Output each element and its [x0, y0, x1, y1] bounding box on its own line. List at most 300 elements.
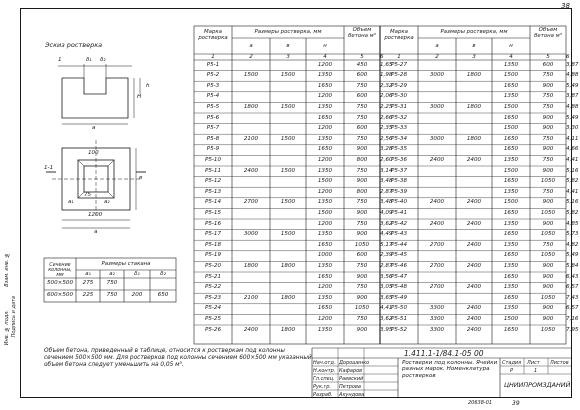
left-cell: 2,25: [380, 104, 393, 110]
right-cell: Р5-44: [390, 241, 408, 248]
right-cell: 1650: [503, 231, 519, 238]
left-cell: 4,09: [380, 210, 393, 216]
left-cell: 3000: [243, 231, 259, 238]
left-cell: 1500: [280, 231, 296, 238]
staff-role: Нач.отд.: [313, 360, 336, 366]
right-cell: 900: [542, 199, 554, 206]
right-cell: 900: [542, 284, 554, 291]
right-cell: 4,41: [566, 188, 579, 195]
header-number: 6: [566, 54, 570, 60]
left-cell: Р5-2: [206, 72, 220, 79]
right-cell: 3,87: [566, 61, 579, 68]
left-cell: 1800: [243, 104, 259, 110]
right-cell: Р5-35: [390, 146, 408, 153]
volume-note: Объем бетона, приведенный в таблице, относится к ростверкам под колонны сечением 500×500 мм. Для ростверков под колонны сечением 600×500 мм указанный объем бетона следует уменьшить на 0,05 м³.: [44, 348, 312, 369]
left-cell: 2100: [243, 135, 259, 142]
sheet-label: Лист: [527, 360, 540, 366]
left-cell: Р5-9: [206, 146, 220, 153]
right-cell: 5,73: [566, 231, 579, 238]
right-cell: 1800: [466, 135, 482, 142]
left-cell: 3,48: [380, 178, 393, 185]
right-cell: 900: [542, 114, 554, 121]
left-cell: Р5-21: [204, 273, 222, 280]
left-cell: 1200: [317, 93, 333, 100]
staff-name: Ахундова: [339, 392, 365, 398]
small-cell: 225: [82, 292, 94, 298]
right-cell: 5,49: [566, 252, 579, 259]
right-cell: 2400: [429, 157, 445, 163]
hdr-h-right: н: [509, 43, 513, 49]
right-cell: 1050: [540, 294, 556, 301]
right-cell: 6,57: [566, 305, 579, 312]
left-cell: 1650: [317, 146, 333, 153]
right-cell: 2400: [466, 199, 482, 206]
right-cell: 7,16: [566, 316, 579, 322]
left-cell: Р5-4: [206, 93, 220, 100]
small-cell: 650: [157, 292, 169, 298]
left-cell: 900: [356, 273, 368, 280]
right-cell: 1800: [466, 72, 482, 79]
left-cell: Р5-13: [204, 188, 222, 195]
left-cell: 1350: [317, 167, 333, 174]
left-cell: 1650: [317, 82, 333, 89]
right-cell: 2400: [466, 326, 482, 333]
right-cell: Р5-32: [390, 114, 408, 121]
left-cell: 750: [356, 284, 368, 291]
left-cell: 1500: [280, 135, 296, 142]
right-cell: Р5-28: [390, 72, 408, 79]
side-stamp-inv: Инв. № подл.: [4, 310, 10, 346]
right-cell: 5,84: [566, 263, 579, 269]
left-cell: Р5-22: [204, 284, 222, 291]
left-cell: 1500: [280, 104, 296, 110]
left-cell: 4,49: [380, 231, 393, 238]
left-cell: Р5-24: [204, 305, 222, 312]
left-cell: Р5-10: [204, 157, 222, 163]
left-cell: Р5-3: [206, 82, 220, 89]
left-cell: 1350: [317, 231, 333, 238]
left-cell: 1200: [317, 316, 333, 322]
hdr-vol-right: Объем бетона м³: [534, 27, 562, 39]
right-cell: Р5-51: [390, 316, 408, 322]
hdr-h-left: н: [323, 43, 327, 49]
right-cell: 1650: [503, 146, 519, 153]
left-cell: Р5-17: [204, 231, 222, 238]
right-cell: 5,82: [566, 178, 579, 185]
small-row-section: 600×500: [46, 292, 74, 298]
stage-value: Р: [510, 368, 514, 374]
left-cell: 450: [356, 61, 368, 68]
doc-subtitle: Ростверки под колонны. Ячейки разных марок. Номенклатура ростверков: [402, 360, 498, 379]
right-cell: 900: [542, 316, 554, 322]
right-cell: 1350: [503, 284, 519, 291]
left-cell: 1050: [354, 305, 370, 312]
header-number: 3: [286, 54, 290, 60]
left-cell: 1650: [317, 305, 333, 312]
left-cell: 900: [356, 326, 368, 333]
right-cell: 3300: [429, 326, 445, 333]
left-cell: 2,87: [380, 263, 393, 269]
left-cell: 900: [356, 146, 368, 153]
right-cell: 1500: [503, 167, 519, 174]
right-cell: 1350: [503, 241, 519, 248]
header-number: 5: [546, 54, 550, 60]
left-cell: 1350: [317, 104, 333, 110]
left-cell: 2,35: [380, 125, 393, 132]
hdr-mark-left: Марка ростверка: [198, 29, 228, 41]
right-cell: Р5-50: [390, 305, 408, 312]
right-cell: 900: [542, 146, 554, 153]
left-cell: 2400: [243, 167, 259, 174]
right-cell: 1650: [503, 135, 519, 142]
right-cell: 1350: [503, 157, 519, 163]
left-cell: 5,17: [380, 241, 393, 248]
left-cell: 750: [356, 263, 368, 269]
right-cell: 4,41: [566, 157, 579, 163]
left-cell: 900: [356, 210, 368, 216]
right-cell: 1650: [503, 252, 519, 259]
left-cell: 2,32: [380, 82, 393, 89]
left-cell: 1500: [280, 167, 296, 174]
right-cell: 1650: [503, 273, 519, 280]
doc-code: 1.411.1-1/84.1-05 00: [404, 349, 484, 358]
small-cell: 275: [82, 280, 94, 286]
right-cell: 1650: [503, 114, 519, 121]
right-cell: 750: [542, 104, 554, 110]
right-cell: 7,95: [566, 326, 579, 333]
left-cell: 1,98: [380, 72, 393, 79]
right-cell: 750: [542, 135, 554, 142]
left-cell: 800: [356, 157, 368, 163]
left-cell: 3,95: [380, 326, 393, 333]
right-cell: 2400: [466, 284, 482, 291]
left-cell: 2,56: [380, 135, 393, 142]
left-cell: 2,66: [380, 114, 393, 121]
right-cell: 2400: [466, 316, 482, 322]
left-cell: 1200: [317, 188, 333, 195]
left-cell: 750: [356, 114, 368, 121]
right-cell: Р5-45: [390, 252, 408, 259]
left-cell: 2,06: [380, 93, 393, 100]
right-cell: 2400: [466, 220, 482, 227]
right-cell: 3,87: [566, 93, 579, 100]
left-cell: 600: [356, 93, 368, 100]
small-hdr-section: Сечение колонны, мм: [48, 263, 72, 279]
right-cell: 1050: [540, 252, 556, 259]
right-cell: Р5-41: [390, 210, 408, 216]
header-number: 2: [249, 54, 253, 60]
page-number: 38: [561, 2, 570, 10]
left-cell: Р5-1: [206, 61, 220, 68]
hdr-dims-left: Размеры ростверка, мм: [254, 29, 322, 35]
hdr-dims-right: Размеры ростверка, мм: [440, 29, 508, 35]
small-cell: 750: [106, 280, 118, 286]
sketch-dim1200: 1200: [88, 212, 103, 218]
left-cell: 1350: [317, 263, 333, 269]
right-cell: 6,43: [566, 273, 579, 280]
sketch-d1: δ₁: [86, 57, 92, 63]
left-cell: 1500: [243, 72, 259, 79]
right-cell: Р5-36: [390, 157, 408, 163]
right-cell: 4,88: [566, 104, 579, 110]
left-cell: 1500: [317, 210, 333, 216]
staff-role: Рук.гр.: [313, 384, 331, 390]
right-cell: 6,57: [566, 284, 579, 291]
side-stamp-replace: Взам. инв. №: [4, 252, 10, 287]
right-cell: 750: [542, 241, 554, 248]
left-cell: 900: [356, 178, 368, 185]
right-cell: 1350: [503, 305, 519, 312]
right-cell: 900: [542, 125, 554, 132]
right-cell: 2400: [429, 220, 445, 227]
left-cell: Р5-14: [204, 199, 222, 206]
sketch-b: в: [139, 175, 143, 181]
right-cell: Р5-37: [390, 167, 408, 174]
right-cell: 1650: [503, 326, 519, 333]
sketch-H: Н: [137, 94, 142, 100]
left-cell: 3,28: [380, 146, 393, 153]
left-cell: 1350: [317, 135, 333, 142]
sketch-h: h: [146, 83, 150, 89]
right-cell: Р5-52: [390, 326, 408, 333]
right-cell: 1500: [503, 72, 519, 79]
right-cell: 900: [542, 220, 554, 227]
right-cell: Р5-27: [390, 61, 408, 68]
header-number: 5: [360, 54, 364, 60]
left-cell: 1200: [317, 220, 333, 227]
left-cell: Р5-16: [204, 220, 222, 227]
left-cell: Р5-19: [204, 252, 222, 259]
left-cell: Р5-7: [206, 125, 220, 132]
right-cell: Р5-31: [390, 104, 408, 110]
right-cell: 2400: [466, 241, 482, 248]
left-cell: 750: [356, 135, 368, 142]
right-cell: 1650: [503, 210, 519, 216]
right-cell: 1500: [503, 125, 519, 132]
left-cell: 1650: [317, 114, 333, 121]
small-col-header: а₂: [109, 271, 115, 277]
left-cell: 2700: [243, 199, 259, 206]
staff-role: Н.контр.: [313, 368, 336, 374]
right-cell: 900: [542, 167, 554, 174]
left-cell: 600: [356, 72, 368, 79]
left-cell: 1200: [317, 125, 333, 132]
left-cell: 2400: [243, 326, 259, 333]
left-cell: 750: [356, 220, 368, 227]
left-cell: Р5-12: [204, 178, 222, 185]
right-cell: 2400: [466, 305, 482, 312]
left-cell: 3,56: [380, 273, 393, 280]
sheets-label: Листов: [550, 360, 569, 366]
right-cell: 1650: [503, 178, 519, 185]
sketch-dim100: 100: [88, 150, 99, 156]
right-cell: 3300: [429, 316, 445, 322]
left-cell: 600: [356, 125, 368, 132]
right-cell: 1500: [503, 199, 519, 206]
right-cell: Р5-42: [390, 220, 408, 227]
organization: ЦНИИПРОМЗДАНИЙ: [504, 381, 571, 389]
right-cell: 5,49: [566, 82, 579, 89]
left-cell: 3,62: [380, 316, 393, 322]
hdr-mark-right: Марка ростверка: [384, 29, 414, 41]
right-cell: Р5-43: [390, 231, 408, 238]
left-cell: Р5-20: [204, 263, 222, 269]
left-cell: 1350: [317, 294, 333, 301]
left-cell: 750: [356, 199, 368, 206]
left-cell: 1800: [280, 294, 296, 301]
staff-name: Дорошенко: [339, 360, 370, 366]
left-cell: 2,87: [380, 188, 393, 195]
right-cell: 1350: [503, 61, 519, 68]
sketch-a-bottom: а: [94, 229, 98, 235]
archive-number: 20638-01: [468, 400, 493, 406]
hdr-a-right: а: [435, 43, 439, 49]
right-cell: 4,88: [566, 72, 579, 79]
right-cell: Р5-49: [390, 294, 408, 301]
left-cell: 1050: [354, 241, 370, 248]
left-cell: 3,14: [380, 167, 393, 174]
scheme-title: Эскиз ростверка: [45, 41, 103, 49]
left-cell: 2100: [243, 294, 259, 301]
small-row-section: 500×500: [46, 280, 74, 286]
left-cell: Р5-15: [204, 210, 222, 216]
right-cell: 2400: [466, 157, 482, 163]
left-cell: Р5-11: [204, 167, 222, 174]
header-number: 3: [472, 54, 476, 60]
small-col-header: δ₁: [134, 271, 140, 277]
right-cell: 3000: [429, 104, 445, 110]
staff-role: Гл.спец.: [313, 376, 335, 382]
left-cell: 1500: [280, 199, 296, 206]
left-cell: Р5-26: [204, 326, 222, 333]
left-cell: 4,41: [380, 305, 393, 312]
left-cell: 1650: [317, 241, 333, 248]
staff-name: Раевский: [339, 376, 364, 382]
right-cell: Р5-34: [390, 135, 408, 142]
sketch-cut: 1-1: [44, 165, 54, 171]
left-cell: 900: [356, 294, 368, 301]
right-cell: 5,82: [566, 210, 579, 216]
left-cell: 3,05: [380, 284, 393, 291]
small-col-header: δ₂: [160, 271, 166, 277]
header-number: 1: [397, 54, 401, 60]
right-cell: Р5-29: [390, 82, 408, 89]
left-cell: 3,65: [380, 294, 393, 301]
header-number: 1: [211, 54, 215, 60]
left-cell: 1200: [317, 61, 333, 68]
right-cell: 3,30: [566, 125, 579, 132]
right-cell: 900: [542, 82, 554, 89]
footer-page: 39: [512, 400, 520, 407]
left-cell: Р5-18: [204, 241, 222, 248]
right-cell: 4,11: [566, 135, 579, 142]
right-cell: 900: [542, 273, 554, 280]
left-cell: 1350: [317, 72, 333, 79]
sketch-a-top: а: [92, 125, 96, 131]
left-cell: 1350: [317, 326, 333, 333]
sketch-cut-mark: 1: [58, 57, 62, 63]
left-cell: 750: [356, 82, 368, 89]
right-cell: 1050: [540, 178, 556, 185]
right-cell: 2700: [429, 241, 445, 248]
small-hdr-sizes: Размеры стакана: [101, 261, 151, 267]
side-stamp-sign: Подпись и дата: [11, 296, 17, 338]
right-cell: 1050: [540, 210, 556, 216]
right-cell: 750: [542, 72, 554, 79]
staff-name: Петрова: [339, 384, 361, 390]
right-cell: 900: [542, 305, 554, 312]
hdr-a-left: а: [249, 43, 253, 49]
sketch-d2: δ₂: [100, 57, 106, 63]
right-cell: 2700: [429, 284, 445, 291]
staff-role: Разраб.: [313, 392, 333, 398]
left-cell: 2,60: [380, 157, 393, 163]
hdr-b-right: в: [472, 43, 476, 49]
small-cell: 200: [131, 292, 143, 298]
right-cell: Р5-38: [390, 178, 408, 185]
left-cell: 750: [356, 104, 368, 110]
sheet-value: 1: [534, 368, 538, 374]
right-cell: 1800: [466, 104, 482, 110]
right-cell: Р5-33: [390, 125, 408, 132]
left-cell: 1500: [280, 72, 296, 79]
right-cell: Р5-48: [390, 284, 408, 291]
left-cell: 1800: [280, 326, 296, 333]
right-cell: 3000: [429, 135, 445, 142]
sketch-a2: а₂: [104, 199, 110, 205]
left-cell: 1000: [317, 252, 333, 259]
left-cell: 3,62: [380, 220, 393, 227]
right-cell: 1500: [503, 316, 519, 322]
hdr-vol-left: Объем бетона м³: [348, 27, 376, 39]
right-cell: 5,16: [566, 199, 579, 206]
left-cell: 600: [356, 252, 368, 259]
right-cell: 1650: [503, 294, 519, 301]
left-cell: Р5-8: [206, 135, 220, 142]
right-cell: Р5-30: [390, 93, 408, 100]
right-cell: 750: [542, 188, 554, 195]
right-cell: 1050: [540, 231, 556, 238]
small-col-header: а₁: [85, 271, 91, 277]
stage-label: Стадия: [502, 360, 522, 366]
right-cell: 1350: [503, 263, 519, 269]
left-cell: 1800: [243, 263, 259, 269]
right-cell: 750: [542, 93, 554, 100]
header-number: 4: [509, 54, 513, 60]
left-cell: 1200: [317, 284, 333, 291]
left-cell: 2,39: [380, 252, 393, 259]
left-cell: 750: [356, 316, 368, 322]
right-cell: 5,16: [566, 167, 579, 174]
right-cell: 1350: [503, 93, 519, 100]
left-cell: 800: [356, 188, 368, 195]
left-cell: 1800: [280, 263, 296, 269]
header-number: 6: [380, 54, 384, 60]
right-cell: Р5-47: [390, 273, 408, 280]
small-cell: 750: [106, 292, 118, 298]
right-cell: Р5-46: [390, 263, 408, 269]
right-cell: 1350: [503, 188, 519, 195]
left-cell: 1350: [317, 199, 333, 206]
left-cell: 1200: [317, 157, 333, 163]
right-cell: 600: [542, 61, 554, 68]
left-cell: 1650: [317, 273, 333, 280]
left-cell: Р5-6: [206, 114, 220, 121]
right-cell: Р5-40: [390, 199, 408, 206]
left-cell: Р5-5: [206, 104, 220, 110]
left-cell: 750: [356, 167, 368, 174]
right-cell: 3300: [429, 305, 445, 312]
